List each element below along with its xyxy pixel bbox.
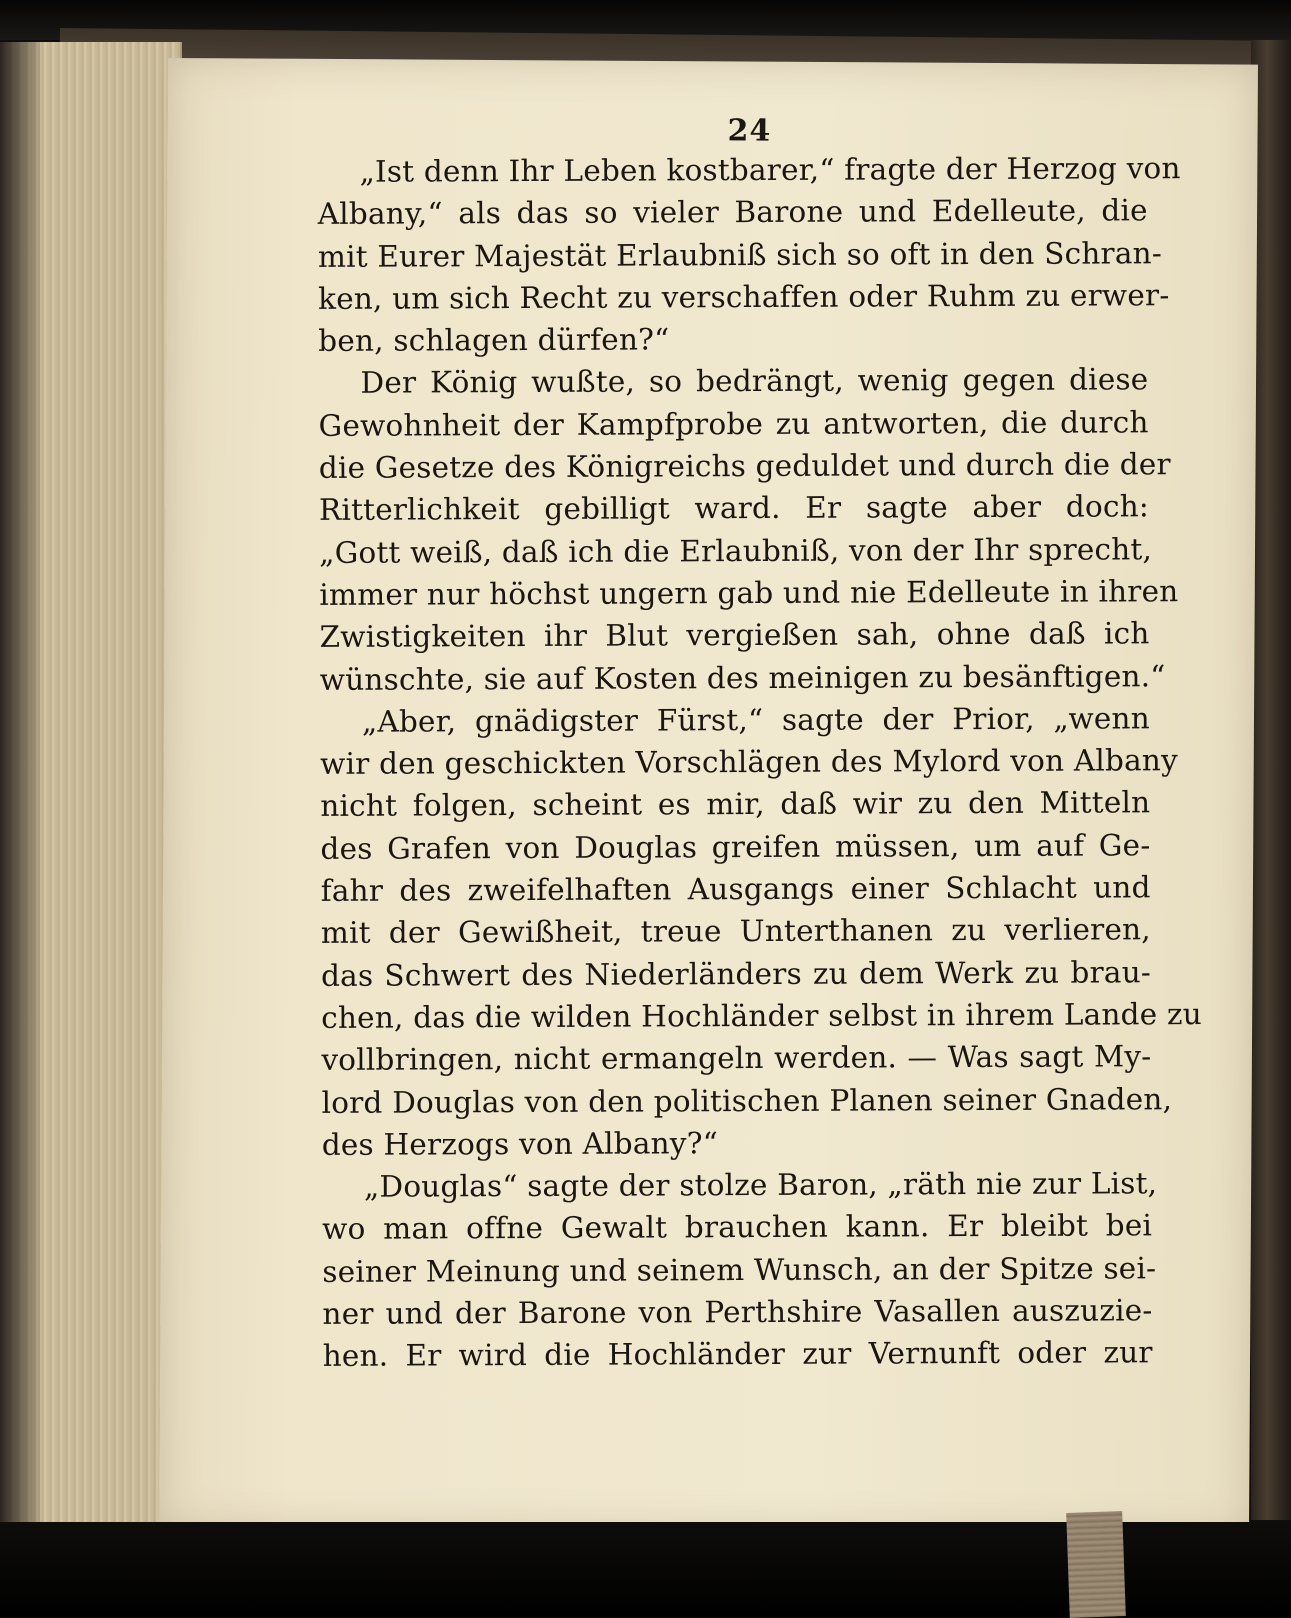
book-page: [159, 58, 1258, 1535]
text-line: Der König wußte, so bedrängt, wenig gegen diese: [360, 362, 1149, 401]
text-line: die Gesetze des Königreichs geduldet und durch die der: [318, 447, 1171, 485]
text-line: das Schwert des Niederländers zu dem Werk zu brau-: [320, 954, 1152, 993]
bookmark-ribbon: [1066, 1511, 1126, 1618]
text-line: chen, das die wilden Hochländer selbst in ihrem Lande zu: [321, 997, 1202, 1035]
text-line: Zwistigkeiten ihr Blut vergießen sah, ohne daß ich: [319, 616, 1150, 655]
text-line: vollbringen, nicht ermangeln werden. — Was sagt My-: [321, 1039, 1152, 1078]
text-line: „Ist denn Ihr Leben kostbarer,“ fragte der Herzog von: [359, 151, 1181, 189]
text-line: seiner Meinung und seinem Wunsch, an der Spitze sei-: [322, 1250, 1157, 1289]
text-line: nicht folgen, scheint es mir, daß wir zu den Mitteln: [320, 785, 1151, 824]
text-line: ner und der Barone von Perthshire Vasallen auszuzie-: [322, 1293, 1153, 1331]
text-line: Ritterlichkeit gebilligt ward. Er sagte aber doch:: [318, 489, 1150, 528]
text-line: ben, schlagen dürfen?“: [318, 322, 670, 359]
text-line: ken, um sich Recht zu verschaffen oder Ruhm zu erwer-: [318, 278, 1170, 316]
text-line: „Douglas“ sagte der stolze Baron, „räth nie zur List,: [363, 1166, 1158, 1204]
text-line: mit der Gewißheit, treue Unterthanen zu verlieren,: [320, 912, 1151, 951]
text-line: mit Eurer Majestät Erlaubniß sich so oft in den Schran-: [317, 235, 1163, 274]
text-line: lord Douglas von den politischen Planen seiner Gnaden,: [321, 1081, 1173, 1120]
text-line: fahr des zweifelhaften Ausgangs einer Schlacht und: [320, 870, 1151, 908]
page-number: 24: [727, 113, 772, 149]
text-line: Gewohnheit der Kampfprobe zu antworten, die durch: [318, 405, 1149, 443]
text-line: des Herzogs von Albany?“: [321, 1126, 719, 1162]
text-line: „Aber, gnädigster Fürst,“ sagte der Prior, „wenn: [361, 701, 1150, 739]
text-line: immer nur höchst ungern gab und nie Edelleute in ihren: [319, 574, 1179, 612]
text-line: „Gott weiß, daß ich die Erlaubniß, von der Ihr sprecht,: [319, 531, 1153, 570]
text-line: des Grafen von Douglas greifen müssen, um auf Ge-: [320, 828, 1151, 866]
text-line: wünschte, sie auf Kosten des meinigen zu besänftigen.“: [319, 658, 1166, 697]
text-line: wir den geschickten Vorschlägen des Mylord von Albany: [320, 743, 1179, 782]
page-stack-shadow: [0, 42, 40, 1562]
book-cover-right: [1251, 40, 1291, 1520]
text-line: hen. Er wird die Hochländer zur Vernunft oder zur: [322, 1335, 1153, 1374]
text-line: Albany,“ als das so vieler Barone und Edelleute, die: [317, 193, 1148, 232]
page-text: [317, 147, 1202, 1377]
text-line: wo man offne Gewalt brauchen kann. Er bleibt bei: [322, 1208, 1153, 1247]
